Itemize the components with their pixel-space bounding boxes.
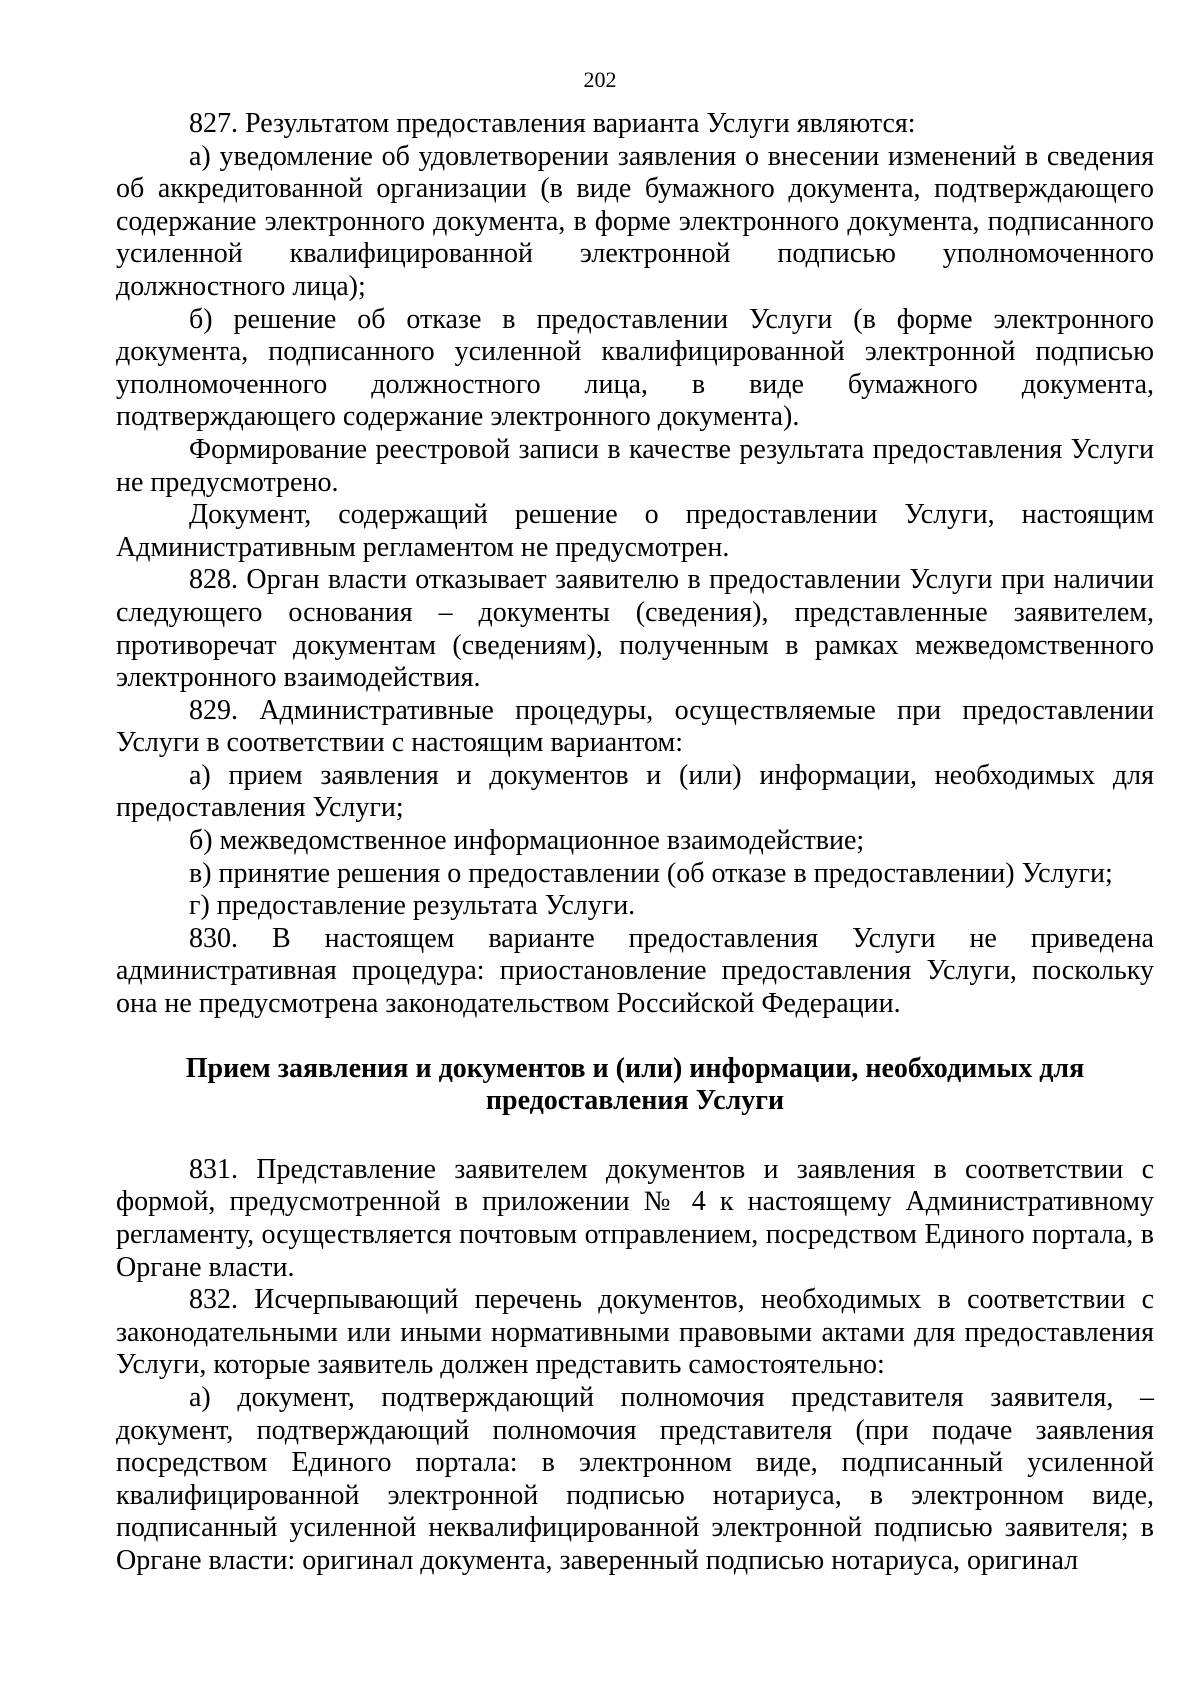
paragraph-828: 828. Орган власти отказывает заявителю в предоставлении Услуги при наличии следующего основания – документы (сведения), представленные заявителем, противоречат документам (сведениям), полученным в рамках межведомственного электронного взаимодействия. [116,564,1154,694]
paragraph-832-item-a: а) документ, подтверждающий полномочия представителя заявителя, – документ, подтверждающий полномочия представителя (при подаче заявления посредством Единого портала: в электронном виде, подписанный усиленной квалифицированной электронной подписью нотариуса, в электронном виде, подписанный усиленной неквалифицированной электронной подписью заявителя; в Органе власти: оригинал документа, заверенный подписью нотариуса, оригинал [116,1381,1154,1576]
paragraph-829: 829. Административные процедуры, осуществляемые при предоставлении Услуги в соответствии с настоящим вариантом: [116,694,1154,759]
section-heading [116,1053,1154,1118]
section-heading-line-1: Прием заявления и документов и (или) информации, необходимых для [185,1052,1085,1084]
paragraph-827: 827. Результатом предоставления варианта Услуги являются: [189,108,916,139]
paragraph-832: 832. Исчерпывающий перечень документов, необходимых в соответствии с законодательными или иными нормативными правовыми актами для предоставления Услуги, которые заявитель должен представить самостоятельно: [116,1284,1154,1381]
section-heading-line-2: предоставления Услуги [485,1085,785,1117]
paragraph-829-item-v: в) принятие решения о предоставлении (об отказе в предоставлении) Услуги; [189,857,1113,889]
paragraph-827-item-b: б) решение об отказе в предоставлении Услуги (в форме электронного документа, подписанного усиленной квалифицированной электронной подписью уполномоченного должностного лица, в виде бумажного документа, подтверждающего содержание электронного документа). [116,303,1154,433]
paragraph-829-item-b: б) межведомственное информационное взаимодействие; [189,825,865,857]
paragraph-827-item-a: а) уведомление об удовлетворении заявления о внесении изменений в сведения об аккредитованной организации (в виде бумажного документа, подтверждающего содержание электронного документа, в форме электронного документа, подписанного усиленной квалифицированной электронной подписью уполномоченного должностного лица); [116,140,1154,302]
paragraph-829-item-g: г) предоставление результата Услуги. [189,890,636,922]
page-number: 202 [583,67,617,92]
paragraph-827-registry-note: Формирование реестровой записи в качестве результата предоставления Услуги не предусмотрено. [116,433,1154,498]
paragraph-827-document-note: Документ, содержащий решение о предоставлении Услуги, настоящим Административным регламентом не предусмотрен. [116,499,1154,563]
document-body [116,108,1154,1578]
paragraph-830: 830. В настоящем варианте предоставления Услуги не приведена административная процедура: приостановление предоставления Услуги, поскольку она не предусмотрена законодательством Российской Федерации. [116,922,1154,1020]
paragraph-831: 831. Представление заявителем документов и заявления в соответствии с формой, предусмотренной в приложении № 4 к настоящему Административному регламенту, осуществляется почтовым отправлением, посредством Единого портала, в Органе власти. [116,1153,1154,1283]
paragraph-829-item-a: а) прием заявления и документов и (или) информации, необходимых для предоставления Услуги; [116,759,1154,824]
